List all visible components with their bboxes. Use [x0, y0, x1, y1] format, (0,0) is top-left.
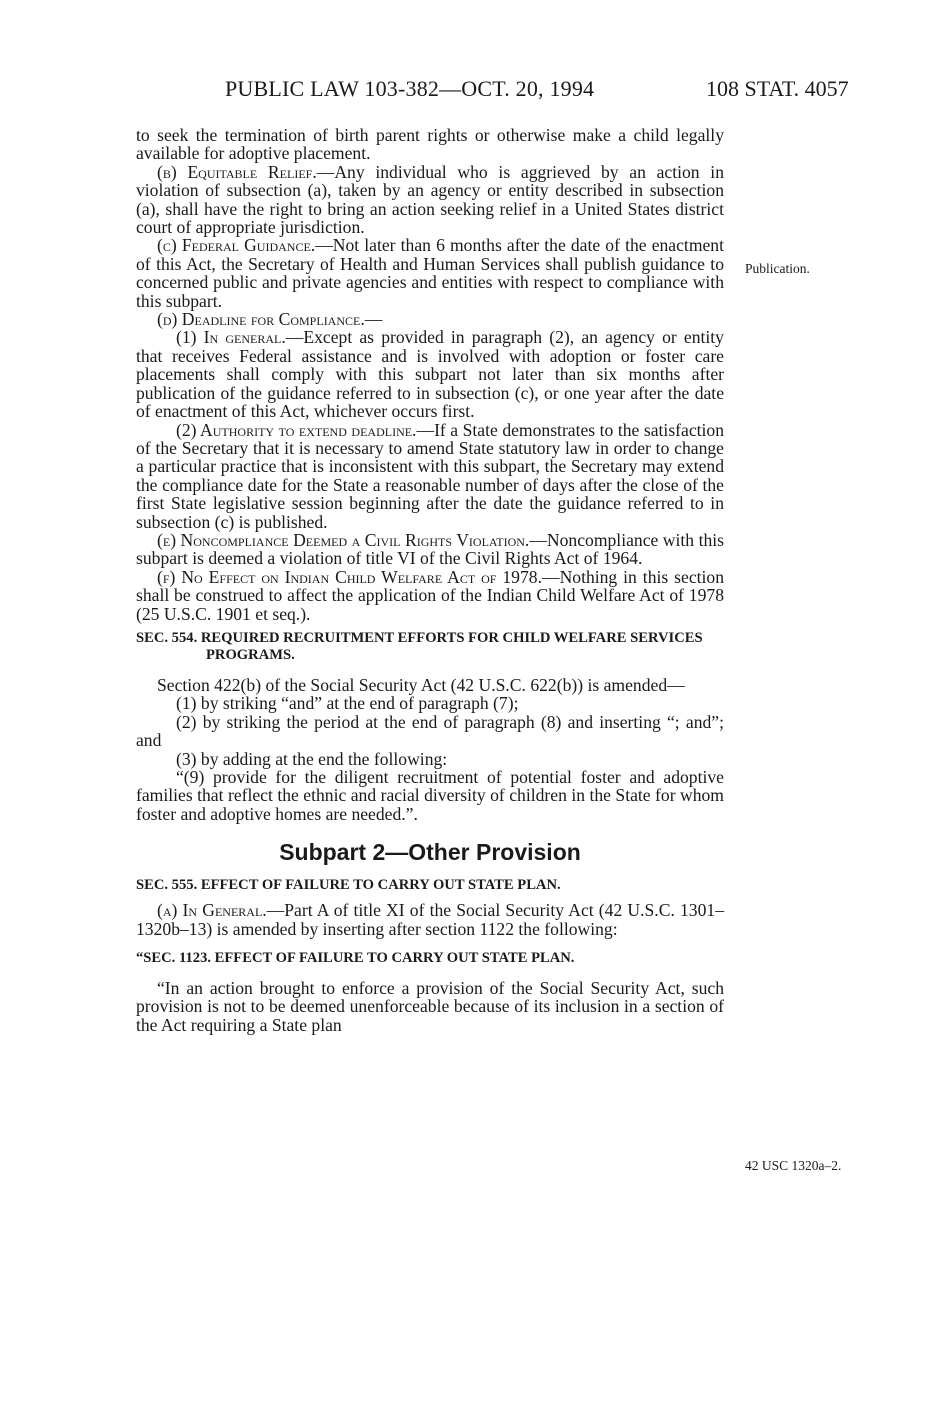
paragraph-c-federal-guidance: [136, 236, 724, 310]
section-555-a: [136, 901, 724, 938]
paragraph-b-equitable-relief: [136, 163, 724, 237]
text-e: —Noncompliance with this subpart is deemed a violation of title VI of the Civil Rights Act of 1964.: [136, 529, 724, 569]
text-d1: —Except as provided in paragraph (2), an agency or entity that receives Federal assistance and is involved with adoption or foster care placements shall comply with this subpart not later than six months after publication of the guidance referred to in subsection (c), or one year after the date of enactment of this Act, whichever occurs first.: [136, 327, 724, 422]
text-555-a: —Part A of title XI of the Social Security Act (42 U.S.C. 1301–1320b–13) is amended by inserting after section 1122 the following:: [136, 900, 724, 939]
heading-f: (f) No Effect on Indian Child Welfare Act of 1978.: [157, 566, 542, 587]
section-1123-text: “In an action brought to enforce a provision of the Social Security Act, such provision is not to be deemed unenforceable because of its inclusion in a section of the Act requiring a State plan: [136, 978, 724, 1035]
heading-b: (b) Equitable Relief.: [157, 161, 317, 182]
text-d: —: [364, 309, 383, 330]
paragraph-f-no-effect: [136, 568, 724, 623]
section-1123-heading: “SEC. 1123. EFFECT OF FAILURE TO CARRY OUT STATE PLAN.: [136, 950, 575, 967]
heading-d1: (1) In general.: [176, 327, 286, 348]
paragraph-e-noncompliance: [136, 531, 724, 568]
section-554-item-1: (1) by striking “and” at the end of paragraph (7);: [176, 693, 519, 714]
running-header-title: PUBLIC LAW 103-382—OCT. 20, 1994: [225, 76, 595, 101]
section-554-item-9: “(9) provide for the diligent recruitment of potential foster and adoptive families that reflect the ethnic and racial diversity of children in the State for whom foster and adoptive homes are needed.”.: [136, 767, 724, 824]
paragraph-d-deadline: [136, 310, 724, 328]
subpart-heading: Subpart 2—Other Provision: [279, 839, 581, 866]
paragraph-d2-authority: [136, 421, 724, 531]
paragraph-d1-in-general: [136, 328, 724, 420]
margin-note-publication: Publication.: [745, 261, 810, 276]
body-text: [136, 126, 724, 1034]
heading-e: (e) Noncompliance Deemed a Civil Rights Violation.: [157, 529, 530, 550]
text-b: —Any individual who is aggrieved by an action in violation of subsection (a), taken by an agency or entity described in subsection (a), shall have the right to bring an action seeking relief in a United States district court of appropriate jurisdiction.: [136, 161, 724, 238]
statute-page-number: 108 STAT. 4057: [706, 76, 849, 101]
heading-d: (d) Deadline for Compliance.: [157, 309, 365, 330]
heading-555-a: (a) In General.: [157, 900, 267, 921]
text-f: —Nothing in this section shall be construed to affect the application of the Indian Child Welfare Act of 1978 (25 U.S.C. 1901 et seq.).: [136, 566, 724, 624]
heading-c: (c) Federal Guidance.: [157, 235, 316, 256]
section-554-intro: Section 422(b) of the Social Security Act (42 U.S.C. 622(b)) is amended—: [157, 674, 685, 695]
section-554-item-3: (3) by adding at the end the following:: [176, 748, 448, 769]
section-555-heading: SEC. 555. EFFECT OF FAILURE TO CARRY OUT STATE PLAN.: [136, 877, 561, 894]
paragraph-continuation: to seek the termination of birth parent rights or otherwise make a child legally available for adoptive placement.: [136, 125, 724, 164]
margin-note-usc: 42 USC 1320a–2.: [745, 1158, 842, 1173]
text-d2: —If a State demonstrates to the satisfaction of the Secretary that it is necessary to amend State statutory law in order to change a particular practice that is inconsistent with this subpart, the Secretary may extend the compliance date for the State a reasonable number of days after the close of the first State legislative session beginning after the date the guidance referred to in subsection (c) is published.: [136, 419, 725, 532]
section-554-heading: SEC. 554. REQUIRED RECRUITMENT EFFORTS FOR CHILD WELFARE SERVICES PROGRAMS.: [136, 629, 703, 663]
heading-d2: (2) Authority to extend deadline.: [176, 419, 417, 440]
text-c: —Not later than 6 months after the date of the enactment of this Act, the Secretary of Health and Human Services shall publish guidance to concerned public and private agencies and entities with respect to compliance with this subpart.: [136, 235, 724, 311]
section-554-item-2: (2) by striking the period at the end of paragraph (8) and inserting “; and”; and: [136, 711, 724, 751]
